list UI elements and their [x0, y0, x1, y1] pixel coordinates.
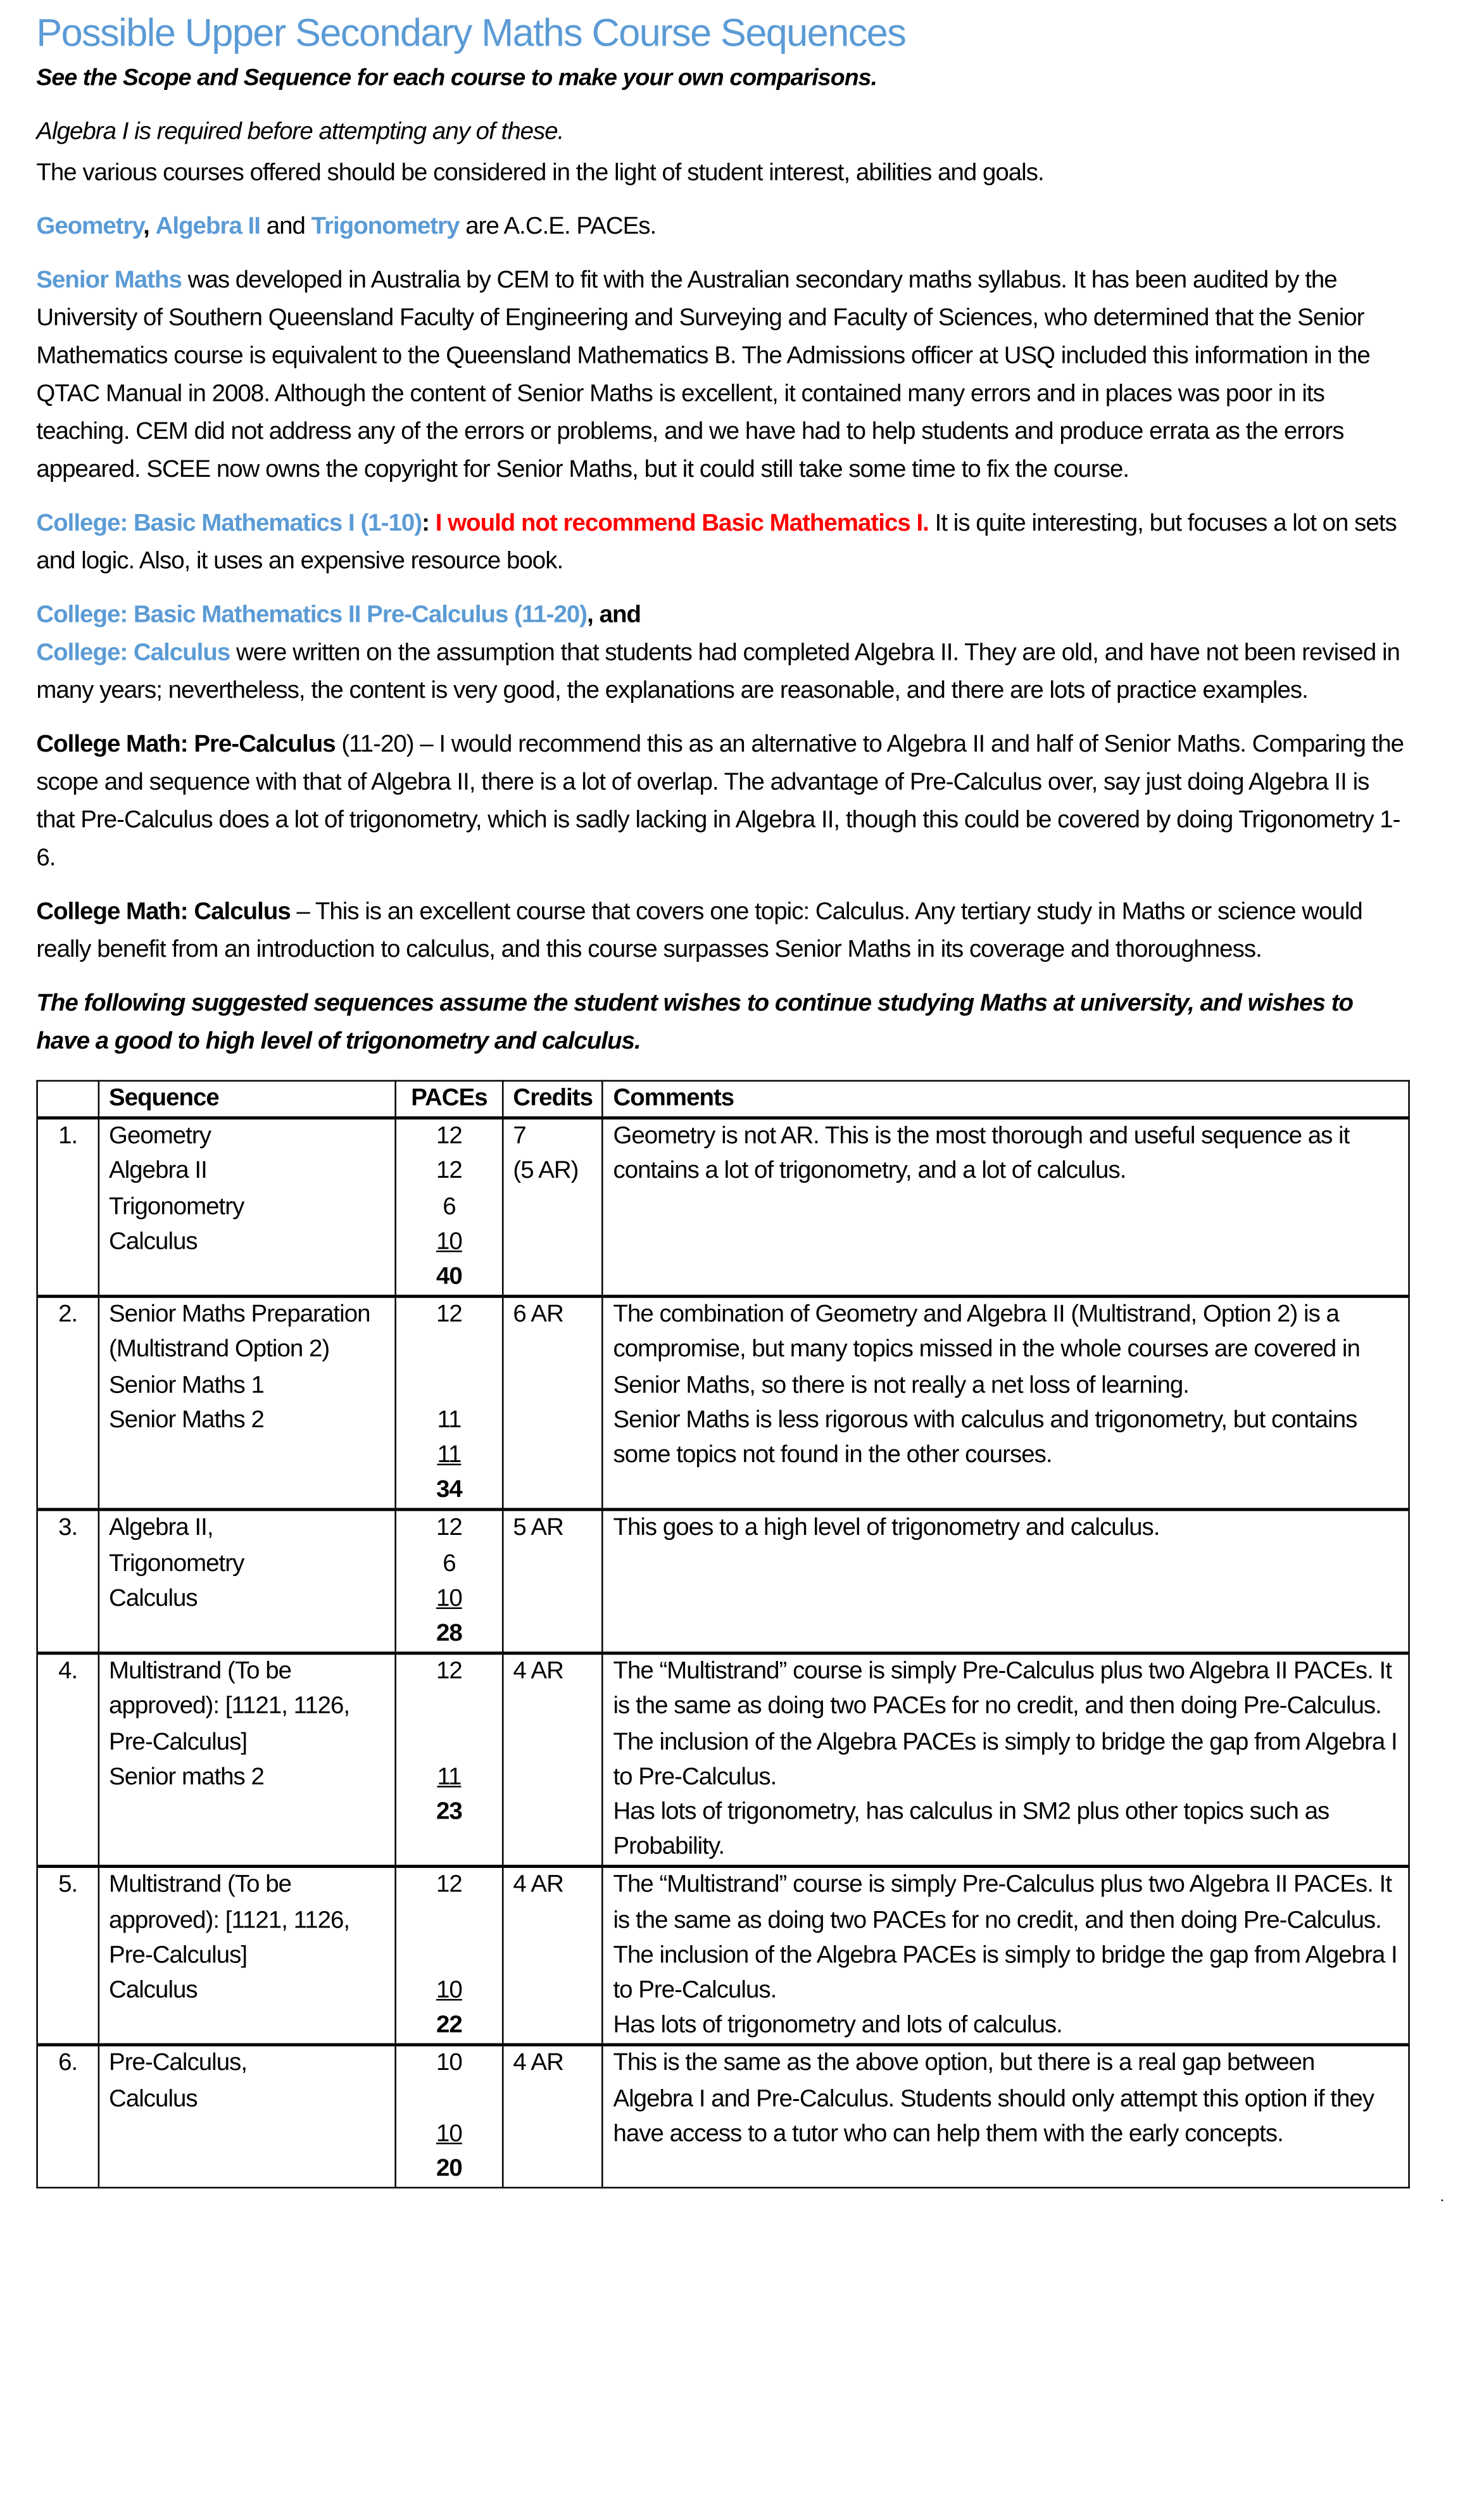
basic-math-2-link[interactable]: College: Basic Mathematics II Pre-Calculus (11-20) [36, 602, 588, 629]
sequence-cell [99, 1510, 396, 1653]
sequence-cell [99, 1653, 396, 1867]
comment-text: The inclusion of the Algebra PACEs is simply to bridge the gap from Algebra I to Pre-Calculus. [613, 1728, 1397, 1791]
sequence-course: Senior Maths Preparation (Multistrand Option 2) [109, 1301, 370, 1364]
sequence-course: Calculus [109, 1585, 198, 1612]
paces-value: 12 [436, 1123, 462, 1150]
header-credits: Credits [503, 1081, 603, 1118]
sequence-course: Geometry [109, 1123, 211, 1150]
basic-math-2-text: were written on the assumption that students had completed Algebra II. They are old, and have not been revised in many years; nevertheless, the content is very good, the explanations are reasonable, and there are lots of practice examples. [36, 639, 1400, 705]
paces-value: 6 [443, 1193, 456, 1220]
spacer [406, 1725, 493, 1760]
credits-cell [503, 1653, 603, 1867]
stray-mark [1442, 2200, 1443, 2202]
header-num [37, 1081, 99, 1118]
spacer [406, 1690, 493, 1725]
suffix: , and [587, 602, 641, 629]
basic-math-1-link[interactable]: College: Basic Mathematics I (1-10) [36, 510, 422, 537]
basic-math-2-paragraph [36, 597, 1409, 711]
paces-total: 28 [436, 1620, 462, 1647]
paces-value: 10 [436, 2050, 462, 2078]
paces-value: 10 [436, 1977, 462, 2004]
senior-maths-paragraph [36, 262, 1409, 489]
paces-total: 40 [436, 1263, 462, 1290]
sequence-cell [99, 1867, 396, 2046]
row-number: 4. [37, 1653, 99, 1867]
credits-cell [503, 2045, 603, 2188]
paces-value: 12 [436, 1658, 462, 1686]
sequence-course: Senior maths 2 [109, 1763, 264, 1791]
basic-math-1-text: It is quite interesting, but focuses a lot on sets and logic. Also, it uses an expensive resource book. [36, 510, 1397, 575]
paces-value: 10 [436, 1228, 462, 1255]
page-title: Possible Upper Secondary Maths Course Sequences [36, 12, 906, 56]
comments-cell [603, 1510, 1409, 1653]
comments-cell [603, 1867, 1409, 2046]
calculus-name: College Math: Calculus [36, 898, 291, 926]
row-number: 2. [37, 1297, 99, 1510]
comment-text: The “Multistrand” course is simply Pre-Calculus plus two Algebra II PACEs. It is the same as doing two PACEs for no credit, and then doing Pre-Calculus. [613, 1872, 1392, 1934]
paces-value: 12 [436, 1515, 462, 1542]
sequence-cell [99, 2045, 396, 2188]
paces-total: 34 [436, 1477, 462, 1504]
sequence-course: Algebra II, [109, 1515, 213, 1542]
paces-cell [396, 1118, 503, 1297]
calculus-text: – This is an excellent course that covers one topic: Calculus. Any tertiary study in Maths or science would really benefit from an introduction to calculus, and this course surpasses Senior Maths in its coverage and thoroughness. [36, 898, 1362, 964]
sequence-course: Calculus [109, 1977, 198, 2004]
row-number: 6. [37, 2045, 99, 2188]
table-header-row [37, 1081, 1409, 1118]
sequence-cell [99, 1118, 396, 1297]
credits-value: 7 [513, 1123, 526, 1150]
credits-cell [503, 1510, 603, 1653]
sequence-table [36, 1080, 1409, 2189]
paces-total: 23 [436, 1798, 462, 1826]
paces-value: 11 [437, 1441, 462, 1469]
credits-value: (5 AR) [513, 1158, 579, 1185]
comment-text: Geometry is not AR. This is the most thorough and useful sequence as it contains a lot of trigonometry, and a lot of calculus. [613, 1123, 1350, 1185]
paces-cell [396, 1653, 503, 1867]
credits-cell [503, 1297, 603, 1510]
precalc-name: College Math: Pre-Calculus [36, 731, 336, 758]
sequences-note: The following suggested sequences assume the student wishes to continue studying Maths at university, and wishes to have a good to high level of trigonometry and calculus. [36, 990, 1354, 1055]
comment-text: The combination of Geometry and Algebra II (Multistrand, Option 2) is a compromise, but many topics missed in the whole courses are covered in Senior Maths, so there is not really a net loss of learning. [613, 1301, 1360, 1399]
credits-value: 5 AR [513, 1515, 563, 1542]
row-number: 3. [37, 1510, 99, 1653]
sequence-course: Calculus [109, 1228, 198, 1255]
comma: , [143, 213, 149, 241]
and-text: and [260, 213, 311, 241]
comment-text: This is the same as the above option, but there is a real gap between Algebra I and Pre-Calculus. Students should only attempt this option if they have access to a tutor who can help them with the early concepts. [613, 2050, 1374, 2147]
row-number: 5. [37, 1867, 99, 2046]
colon: : [422, 510, 436, 537]
trigonometry-link[interactable]: Trigonometry [311, 213, 460, 241]
comment-text: The inclusion of the Algebra PACEs is simply to bridge the gap from Algebra I to Pre-Calculus. [613, 1941, 1397, 2004]
paces-total: 22 [436, 2012, 462, 2039]
comment-text: Has lots of trigonometry, has calculus in SM2 plus other topics such as Probability. [613, 1798, 1330, 1861]
paces-cell [396, 1510, 503, 1653]
paces-value: 10 [436, 2120, 462, 2147]
sequence-course: Multistrand (To be approved): [1121, 1126, Pre-Calculus] [109, 1872, 350, 1969]
comments-cell [603, 2045, 1409, 2188]
table-row [37, 1297, 1409, 1510]
paces-value: 12 [436, 1301, 462, 1328]
table-body [37, 1118, 1409, 2188]
basic-math-1-paragraph [36, 505, 1409, 581]
sequence-course: Senior Maths 1 [109, 1372, 264, 1399]
credits-cell [503, 1118, 603, 1297]
algebra2-link[interactable]: Algebra II [155, 213, 261, 241]
comments-cell [603, 1297, 1409, 1510]
paces-value: 6 [443, 1549, 456, 1577]
spacer [406, 1334, 493, 1368]
senior-maths-text: was developed in Australia by CEM to fit with the Australian secondary maths syllabus. It has been audited by the University of Southern Queensland Faculty of Engineering and Surveying and Faculty of Sciences, who determined that the Senior Mathematics course is equivalent to the Queensland Mathematics B. The Admissions officer at USQ included this information in the QTAC Manual in 2008. Although the content of Senior Maths is excellent, it contained many errors and in places was poor in its teaching. CEM did not address any of the errors or problems, and we have had to help students and produce errata as the errors appeared. SCEE now owns the copyright for Senior Maths, but it could still take some time to fix the course. [36, 267, 1370, 484]
prerequisite-note: Algebra I is required before attempting any of these. [36, 118, 564, 146]
comment-text: Senior Maths is less rigorous with calculus and trigonometry, but contains some topics not found in the other courses. [613, 1406, 1357, 1469]
header-comments: Comments [603, 1081, 1409, 1118]
paces-cell [396, 2045, 503, 2188]
spacer [406, 2082, 493, 2117]
credits-value: 4 AR [513, 1872, 563, 1899]
sequence-course: Calculus [109, 2085, 198, 2112]
comment-text: This goes to a high level of trigonometry and calculus. [613, 1515, 1160, 1542]
calculus-paragraph [36, 893, 1409, 969]
paces-value: 11 [437, 1406, 462, 1434]
header-paces: PACEs [396, 1081, 503, 1118]
table-row [37, 1510, 1409, 1653]
table-row [37, 2045, 1409, 2188]
table-row [37, 1653, 1409, 1867]
paces-total: 20 [436, 2155, 462, 2183]
ace-rest: are A.C.E. PACEs. [459, 213, 657, 241]
paces-value: 10 [436, 1585, 462, 1612]
comment-text: The “Multistrand” course is simply Pre-Calculus plus two Algebra II PACEs. It is the same as doing two PACEs for no credit, and then doing Pre-Calculus. [613, 1658, 1392, 1720]
paces-cell [396, 1297, 503, 1510]
paces-value: 11 [437, 1763, 462, 1791]
comment-text: Has lots of trigonometry and lots of calculus. [613, 2012, 1062, 2039]
comments-cell [603, 1118, 1409, 1297]
credits-value: 4 AR [513, 2050, 563, 2078]
college-calculus-link[interactable]: College: Calculus [36, 639, 230, 667]
senior-maths-link[interactable]: Senior Maths [36, 267, 182, 294]
sequence-course: Trigonometry [109, 1193, 244, 1220]
comments-cell [603, 1653, 1409, 1867]
ace-paragraph [36, 208, 1409, 246]
document-body [36, 9, 1409, 2189]
spacer [406, 1368, 493, 1403]
spacer [406, 1939, 493, 1974]
consideration-note: The various courses offered should be considered in the light of student interest, abilities and goals. [36, 159, 1044, 187]
row-number: 1. [37, 1118, 99, 1297]
header-sequence: Sequence [99, 1081, 396, 1118]
spacer [406, 1903, 493, 1938]
precalc-paragraph [36, 726, 1409, 878]
sequence-cell [99, 1297, 396, 1510]
warning-text: I would not recommend Basic Mathematics I. [435, 510, 929, 537]
paces-cell [396, 1867, 503, 2046]
geometry-link[interactable]: Geometry [36, 213, 144, 241]
sequence-course: Senior Maths 2 [109, 1406, 264, 1434]
credits-cell [503, 1867, 603, 2046]
credits-value: 4 AR [513, 1658, 563, 1686]
precalc-text: (11-20) – I would recommend this as an alternative to Algebra II and half of Senior Maths. Comparing the scope and sequence with that of Algebra II, there is a lot of overlap. The advantage of Pre-Calculus over, say just doing Algebra II is that Pre-Calculus does a lot of trigonometry, which is sadly lacking in Algebra II, though this could be covered by doing Trigonometry 1-6. [36, 731, 1404, 872]
table-row [37, 1867, 1409, 2046]
paces-value: 12 [436, 1872, 462, 1899]
credits-value: 6 AR [513, 1301, 563, 1328]
subtitle: See the Scope and Sequence for each course to make your own comparisons. [36, 65, 877, 92]
sequence-course: Multistrand (To be approved): [1121, 1126, Pre-Calculus] [109, 1658, 350, 1755]
table-row [37, 1118, 1409, 1297]
sequence-course: Pre-Calculus, [109, 2050, 248, 2078]
sequence-course: Trigonometry [109, 1549, 244, 1577]
sequence-course: Algebra II [109, 1158, 207, 1185]
paces-value: 12 [436, 1158, 462, 1185]
